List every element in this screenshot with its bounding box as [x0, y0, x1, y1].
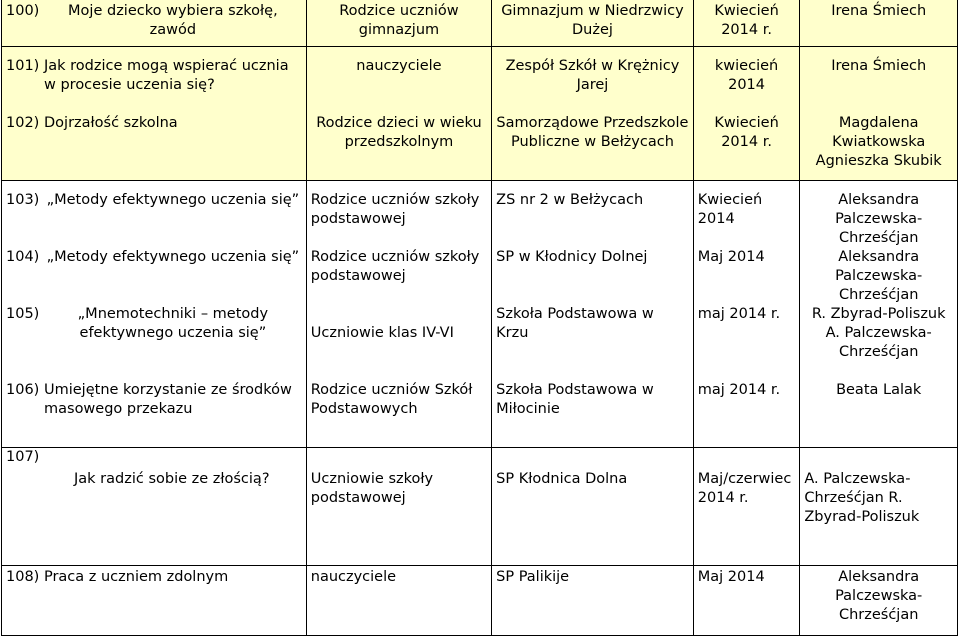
row-number: 102) — [6, 115, 40, 131]
row-number: 108) — [6, 569, 40, 585]
topic-text: Jak radzić sobie ze złością? — [74, 471, 270, 487]
audience-text: Rodzice uczniów szkoły podstawowej — [310, 192, 480, 227]
place-text: Zespół Szkół w Krężnicy Jarej — [505, 58, 680, 93]
row-number: 105) — [6, 306, 40, 322]
leader-cell: Aleksandra Palczewska-Chrześćjan — [800, 566, 958, 636]
date-text: maj 2014 r. — [697, 382, 781, 398]
leader-text: Irena Śmiech — [831, 58, 927, 74]
place-cell — [492, 181, 694, 448]
audience-text: Rodzice dzieci w wieku przedszkolnym — [316, 115, 482, 150]
date-cell: Kwiecień 2014 r. — [693, 0, 800, 47]
audience-text: Uczniowie klas IV-VI — [310, 325, 454, 341]
place-text: ZS nr 2 w Bełżycach — [496, 192, 644, 208]
leader-cell: A. Palczewska-Chrześćjan R. Zbyrad-Poliszuk — [800, 448, 958, 566]
schedule-table — [1, 0, 958, 636]
place-cell: Gimnazjum w Niedrzwicy Dużej — [492, 0, 694, 47]
topic-text: „Metody efektywnego uczenia się” — [46, 192, 300, 208]
place-text: Szkoła Podstawowa w Miłocinie — [496, 382, 654, 417]
place-text: Samorządowe Przedszkole Publiczne w Bełżycach — [496, 115, 689, 150]
table-row — [2, 47, 958, 181]
date-cell — [693, 47, 800, 181]
leader-cell — [800, 181, 958, 448]
row-number: 104) — [6, 249, 40, 265]
place-cell: SP Palikije — [492, 566, 694, 636]
date-cell — [693, 181, 800, 448]
leader-cell: Irena Śmiech — [800, 0, 958, 47]
audience-text: nauczyciele — [356, 58, 442, 74]
audience-text: Rodzice uczniów Szkół Podstawowych — [310, 382, 473, 417]
audience-cell — [306, 181, 491, 448]
audience-text: Rodzice uczniów szkoły podstawowej — [310, 249, 480, 284]
topic-text: Dojrzałość szkolna — [44, 115, 178, 131]
topic-cell — [2, 0, 307, 47]
topic-text: Umiejętne korzystanie ze środków masowego przekazu — [44, 382, 292, 417]
topic-text: „Mnemotechniki – metody efektywnego uczenia się” — [77, 306, 269, 341]
date-cell: Maj 2014 — [693, 566, 800, 636]
table-row — [2, 566, 958, 636]
topic-text: Jak rodzice mogą wspierać ucznia w procesie uczenia się? — [44, 58, 289, 93]
place-text: Szkoła Podstawowa w Krzu — [496, 306, 654, 341]
topic-cell — [2, 566, 307, 636]
date-text: Maj 2014 — [697, 249, 765, 265]
row-number: 101) — [6, 58, 40, 74]
row-number: 100) — [6, 3, 40, 19]
audience-cell: Uczniowie szkoły podstawowej — [306, 448, 491, 566]
audience-cell — [306, 47, 491, 181]
table-row — [2, 448, 958, 566]
topic-text: Praca z uczniem zdolnym — [43, 569, 229, 585]
audience-cell: nauczyciele — [306, 566, 491, 636]
row-number: 106) — [6, 382, 40, 398]
date-text: Kwiecień 2014 r. — [714, 115, 779, 150]
leader-text: Beata Lalak — [836, 382, 922, 398]
audience-cell: Rodzice uczniów gimnazjum — [306, 0, 491, 47]
table-row — [2, 181, 958, 448]
leader-text: Magdalena Kwiatkowska Agnieszka Skubik — [815, 115, 942, 169]
topic-text: „Metody efektywnego uczenia się” — [46, 249, 300, 265]
topic-cell — [2, 448, 307, 566]
row-number: 103) — [6, 192, 40, 208]
date-text: kwiecień 2014 — [714, 58, 779, 93]
date-text: Kwiecień 2014 — [697, 192, 763, 227]
topic-cell — [2, 181, 307, 448]
topic-text: Moje dziecko wybiera szkołę, zawód — [68, 3, 278, 38]
leader-text: R. Zbyrad-Poliszuk A. Palczewska-Chrześćjan — [811, 306, 946, 360]
place-cell — [492, 47, 694, 181]
place-text: SP w Kłodnicy Dolnej — [496, 249, 648, 265]
leader-cell — [800, 47, 958, 181]
row-number: 107) — [6, 449, 40, 465]
leader-text: Aleksandra Palczewska-Chrześćjan — [835, 192, 923, 246]
date-text: maj 2014 r. — [697, 306, 781, 322]
place-cell: SP Kłodnica Dolna — [492, 448, 694, 566]
date-cell: Maj/czerwiec 2014 r. — [693, 448, 800, 566]
leader-text: Aleksandra Palczewska-Chrześćjan — [835, 249, 923, 303]
table-row — [2, 0, 958, 47]
topic-cell — [2, 47, 307, 181]
